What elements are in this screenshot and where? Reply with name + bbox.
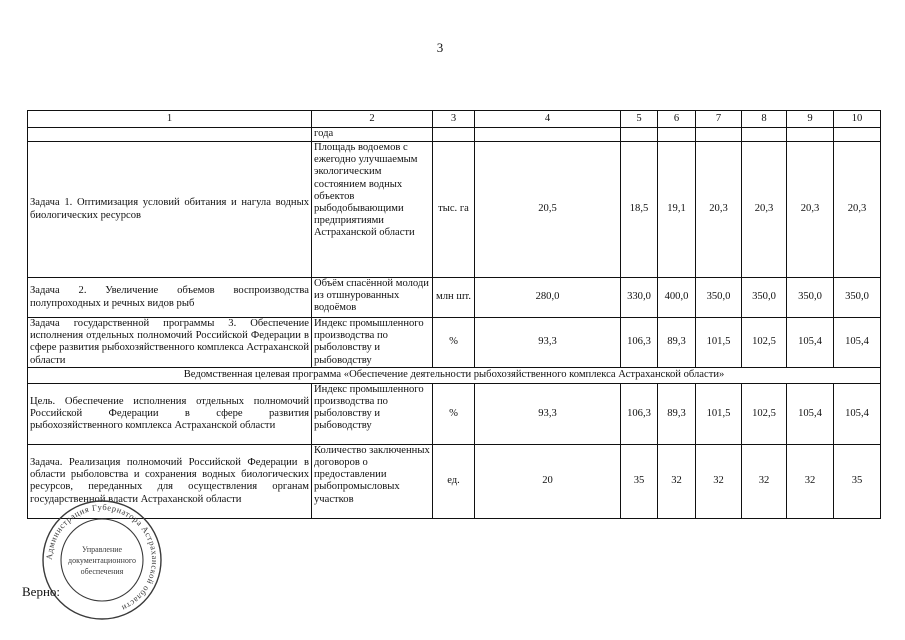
unit-cell: %: [433, 318, 475, 368]
indicator-cell: Индекс промышленного производства по рыболовству и рыбоводству: [312, 383, 433, 444]
objective-cell: [28, 128, 312, 142]
value-cell: 330,0: [621, 278, 658, 318]
value-cell: [621, 128, 658, 142]
value-cell: 350,0: [696, 278, 742, 318]
column-number-header: 9: [787, 111, 834, 128]
value-cell: 35: [834, 444, 881, 518]
column-number-header: 4: [475, 111, 621, 128]
value-cell: 101,5: [696, 383, 742, 444]
section-heading: Ведомственная целевая программа «Обеспечение деятельности рыбохозяйственного комплекса Астраханской области»: [28, 367, 881, 383]
stamp-ring-text: Администрация Губернатора Астраханской области: [43, 501, 161, 614]
objective-cell: Задача 1. Оптимизация условий обитания и нагула водных биологических ресурсов: [28, 142, 312, 278]
value-cell: 105,4: [787, 318, 834, 368]
value-cell: 20,3: [787, 142, 834, 278]
value-cell: [696, 128, 742, 142]
value-cell: 19,1: [658, 142, 696, 278]
value-cell: 93,3: [475, 383, 621, 444]
indicator-cell: Индекс промышленного производства по рыболовству и рыбоводству: [312, 318, 433, 368]
column-number-header: 5: [621, 111, 658, 128]
table-row: [28, 278, 881, 318]
unit-cell: тыс. га: [433, 142, 475, 278]
section-heading-row: [28, 367, 881, 383]
value-cell: 350,0: [787, 278, 834, 318]
value-cell: 18,5: [621, 142, 658, 278]
value-cell: 32: [742, 444, 787, 518]
indicator-cell: Площадь водоемов с ежегодно улучшаемым экологическим состоянием водных объектов рыбодобывающими предприятиями Астраханской области: [312, 142, 433, 278]
value-cell: 106,3: [621, 383, 658, 444]
value-cell: 106,3: [621, 318, 658, 368]
objective-cell: Цель. Обеспечение исполнения отдельных полномочий Российской Федерации в сфере развития рыбохозяйственного комплекса Астраханской области: [28, 383, 312, 444]
value-cell: 105,4: [834, 318, 881, 368]
value-cell: 20,5: [475, 142, 621, 278]
objective-cell: Задача 2. Увеличение объемов воспроизводства полупроходных и речных видов рыб: [28, 278, 312, 318]
value-cell: 89,3: [658, 383, 696, 444]
value-cell: [742, 128, 787, 142]
column-number-header: 10: [834, 111, 881, 128]
table-header-row: [28, 111, 881, 128]
value-cell: 32: [658, 444, 696, 518]
value-cell: 105,4: [787, 383, 834, 444]
value-cell: 105,4: [834, 383, 881, 444]
indicator-table: [27, 110, 881, 519]
column-number-header: 2: [312, 111, 433, 128]
stamp-line: Управление: [81, 545, 123, 554]
table-row: [28, 142, 881, 278]
value-cell: 35: [621, 444, 658, 518]
table-row: [28, 318, 881, 368]
column-number-header: 8: [742, 111, 787, 128]
table-row: [28, 128, 881, 142]
unit-cell: млн шт.: [433, 278, 475, 318]
indicator-cell: года: [312, 128, 433, 142]
unit-cell: [433, 128, 475, 142]
indicator-cell: Количество заключенных договоров о предоставлении рыбопромысловых участков: [312, 444, 433, 518]
value-cell: 20,3: [834, 142, 881, 278]
value-cell: 350,0: [742, 278, 787, 318]
value-cell: [787, 128, 834, 142]
value-cell: [475, 128, 621, 142]
column-number-header: 1: [28, 111, 312, 128]
value-cell: 20: [475, 444, 621, 518]
objective-cell: Задача государственной программы 3. Обеспечение исполнения отдельных полномочий Российской Федерации в сфере развития рыбохозяйственного комплекса Астраханской области: [28, 318, 312, 368]
stamp-line: документационного: [68, 556, 136, 565]
value-cell: 20,3: [696, 142, 742, 278]
unit-cell: ед.: [433, 444, 475, 518]
value-cell: 93,3: [475, 318, 621, 368]
stamp-line: обеспечения: [80, 567, 124, 576]
value-cell: 89,3: [658, 318, 696, 368]
column-number-header: 6: [658, 111, 696, 128]
table-row: [28, 383, 881, 444]
value-cell: 400,0: [658, 278, 696, 318]
certification-note: Верно:: [22, 584, 61, 599]
value-cell: 20,3: [742, 142, 787, 278]
value-cell: 280,0: [475, 278, 621, 318]
column-number-header: 3: [433, 111, 475, 128]
value-cell: [658, 128, 696, 142]
value-cell: [834, 128, 881, 142]
value-cell: 102,5: [742, 383, 787, 444]
value-cell: 102,5: [742, 318, 787, 368]
value-cell: 101,5: [696, 318, 742, 368]
page-number: 3: [436, 40, 444, 55]
objective-cell: Задача. Реализация полномочий Российской Федерации в области рыболовства и сохранения водных биологических ресурсов, переданных для осуществления органам государственной власти Астраханской области: [28, 444, 312, 518]
indicator-cell: Объём спасённой молоди из отшнурованных водоёмов: [312, 278, 433, 318]
column-number-header: 7: [696, 111, 742, 128]
unit-cell: %: [433, 383, 475, 444]
value-cell: 32: [696, 444, 742, 518]
value-cell: 32: [787, 444, 834, 518]
value-cell: 350,0: [834, 278, 881, 318]
official-stamp: [40, 498, 164, 622]
